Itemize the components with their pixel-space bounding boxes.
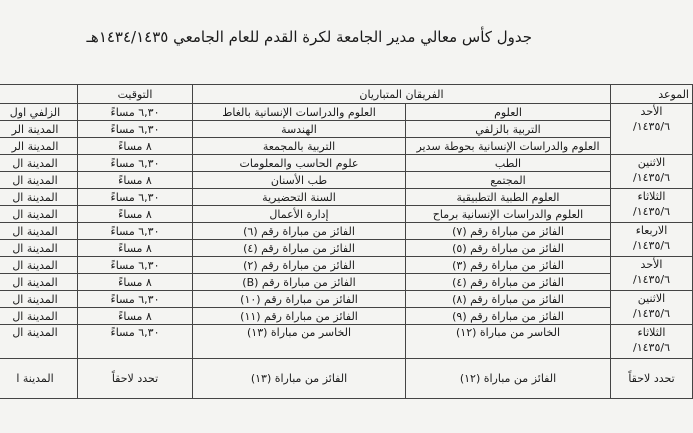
table-row xyxy=(0,206,693,223)
team-a-cell: العلوم xyxy=(406,104,611,121)
time-cell: ٦,٣٠ مساءً xyxy=(78,121,193,138)
venue-cell: المدينة ال xyxy=(0,172,78,189)
date-cell xyxy=(611,189,693,223)
schedule-table xyxy=(0,84,693,399)
table-header-row xyxy=(0,85,693,104)
time-cell: ٨ مساءً xyxy=(78,138,193,155)
venue-cell: المدينة ال xyxy=(0,291,78,308)
venue-cell: المدينة ا xyxy=(0,359,78,399)
time-cell: ٦,٣٠ مساءً xyxy=(78,189,193,206)
venue-cell: المدينة ال xyxy=(0,325,78,359)
time-cell: ٦,٣٠ مساءً xyxy=(78,155,193,172)
team-b-cell: السنة التحضيرية xyxy=(193,189,406,206)
time-cell: ٨ مساءً xyxy=(78,172,193,189)
table-row xyxy=(0,291,693,308)
team-a-cell: العلوم والدراسات الإنسانية برماح xyxy=(406,206,611,223)
table-row xyxy=(0,155,693,172)
team-a-cell: الطب xyxy=(406,155,611,172)
date-cell xyxy=(611,359,693,399)
team-a-cell: الفائز من مباراة رقم (٤) xyxy=(406,274,611,291)
venue-cell: المدينة ال xyxy=(0,206,78,223)
team-b-cell: الفائز من مباراة رقم (B) xyxy=(193,274,406,291)
time-cell: ٨ مساءً xyxy=(78,240,193,257)
time-cell: ٨ مساءً xyxy=(78,274,193,291)
venue-cell: المدينة الر xyxy=(0,121,78,138)
date-cell xyxy=(611,104,693,155)
venue-cell: المدينة ال xyxy=(0,223,78,240)
team-b-cell: التربية بالمجمعة xyxy=(193,138,406,155)
day-label: الأحد xyxy=(640,105,663,118)
venue-cell: المدينة ال xyxy=(0,308,78,325)
table-row xyxy=(0,240,693,257)
team-b-cell: الفائز من مباراة رقم (٢) xyxy=(193,257,406,274)
team-a-cell: الفائز من مباراة رقم (٥) xyxy=(406,240,611,257)
header-teams: الفريقان المتباريان xyxy=(193,85,611,104)
team-a-cell: الفائز من مباراة رقم (٨) xyxy=(406,291,611,308)
time-cell: ٦,٣٠ مساءً xyxy=(78,325,193,359)
date-cell xyxy=(611,155,693,189)
date-label: ١٤٣٥/٦/ xyxy=(633,120,670,133)
day-label: الثلاثاء xyxy=(637,326,666,339)
table-row xyxy=(0,104,693,121)
date-label: ١٤٣٥/٦/ xyxy=(633,341,670,354)
team-b-cell: الفائز من مباراة رقم (١٠) xyxy=(193,291,406,308)
header-venue xyxy=(0,85,78,104)
team-b-cell: الفائز من مباراة رقم (١١) xyxy=(193,308,406,325)
team-a-cell: الفائز من مباراة رقم (٧) xyxy=(406,223,611,240)
team-b-cell: إدارة الأعمال xyxy=(193,206,406,223)
venue-cell: المدينة ال xyxy=(0,274,78,291)
venue-cell: المدينة ال xyxy=(0,257,78,274)
time-cell: ٨ مساءً xyxy=(78,308,193,325)
day-label: الثلاثاء xyxy=(637,190,666,203)
day-label: الاثنين xyxy=(637,292,666,305)
date-label: ١٤٣٥/٦/ xyxy=(633,307,670,320)
date-cell xyxy=(611,223,693,257)
time-cell: ٦,٣٠ مساءً xyxy=(78,104,193,121)
table-row xyxy=(0,121,693,138)
day-label: الاثنين xyxy=(637,156,666,169)
venue-cell: الزلفي اول xyxy=(0,104,78,121)
day-label: الاربعاء xyxy=(635,224,668,237)
date-label: ١٤٣٥/٦/ xyxy=(633,205,670,218)
team-a-cell: العلوم الطبية التطبيقية xyxy=(406,189,611,206)
venue-cell: المدينة ال xyxy=(0,155,78,172)
table-row xyxy=(0,189,693,206)
header-time: التوقيت xyxy=(78,85,193,104)
header-date: الموعد xyxy=(611,85,693,104)
time-cell: ٦,٣٠ مساءً xyxy=(78,291,193,308)
table-row xyxy=(0,308,693,325)
venue-cell: المدينة ال xyxy=(0,240,78,257)
team-b-cell: الفائز من مباراة (١٣) xyxy=(193,359,406,399)
team-a-cell: العلوم والدراسات الإنسانية بحوطة سدير xyxy=(406,138,611,155)
venue-cell: المدينة ال xyxy=(0,189,78,206)
time-cell: ٦,٣٠ مساءً xyxy=(78,223,193,240)
table-row xyxy=(0,223,693,240)
table-row xyxy=(0,274,693,291)
date-cell xyxy=(611,325,693,359)
team-b-cell: الهندسة xyxy=(193,121,406,138)
table-row xyxy=(0,359,693,399)
table-row xyxy=(0,257,693,274)
venue-cell: المدينة الر xyxy=(0,138,78,155)
date-cell xyxy=(611,291,693,325)
table-row xyxy=(0,138,693,155)
date-label: ١٤٣٥/٦/ xyxy=(633,273,670,286)
team-a-cell: المجتمع xyxy=(406,172,611,189)
team-b-cell: الفائز من مباراة رقم (٦) xyxy=(193,223,406,240)
date-label: ١٤٣٥/٦/ xyxy=(633,171,670,184)
team-b-cell: العلوم والدراسات الإنسانية بالغاط xyxy=(193,104,406,121)
team-b-cell: طب الأسنان xyxy=(193,172,406,189)
time-cell: ٨ مساءً xyxy=(78,206,193,223)
time-cell: ٦,٣٠ مساءً xyxy=(78,257,193,274)
day-label: الأحد xyxy=(640,258,663,271)
table-row xyxy=(0,172,693,189)
time-cell: تحدد لاحقاً xyxy=(78,359,193,399)
team-a-cell: التربية بالزلفي xyxy=(406,121,611,138)
team-a-cell: الفائز من مباراة رقم (٩) xyxy=(406,308,611,325)
team-a-cell: الفائز من مباراة (١٢) xyxy=(406,359,611,399)
page-title: جدول كأس معالي مدير الجامعة لكرة القدم للعام الجامعي ١٤٣٤/١٤٣٥هـ xyxy=(86,28,532,46)
team-a-cell: الفائز من مباراة رقم (٣) xyxy=(406,257,611,274)
day-label: تحدد لاحقاً xyxy=(628,372,675,385)
team-b-cell: الفائز من مباراة رقم (٤) xyxy=(193,240,406,257)
team-a-cell: الخاسر من مباراة (١٢) xyxy=(406,325,611,359)
team-b-cell: الخاسر من مباراة (١٣) xyxy=(193,325,406,359)
team-b-cell: علوم الحاسب والمعلومات xyxy=(193,155,406,172)
date-label: ١٤٣٥/٦/ xyxy=(633,239,670,252)
date-cell xyxy=(611,257,693,291)
table-row xyxy=(0,325,693,359)
